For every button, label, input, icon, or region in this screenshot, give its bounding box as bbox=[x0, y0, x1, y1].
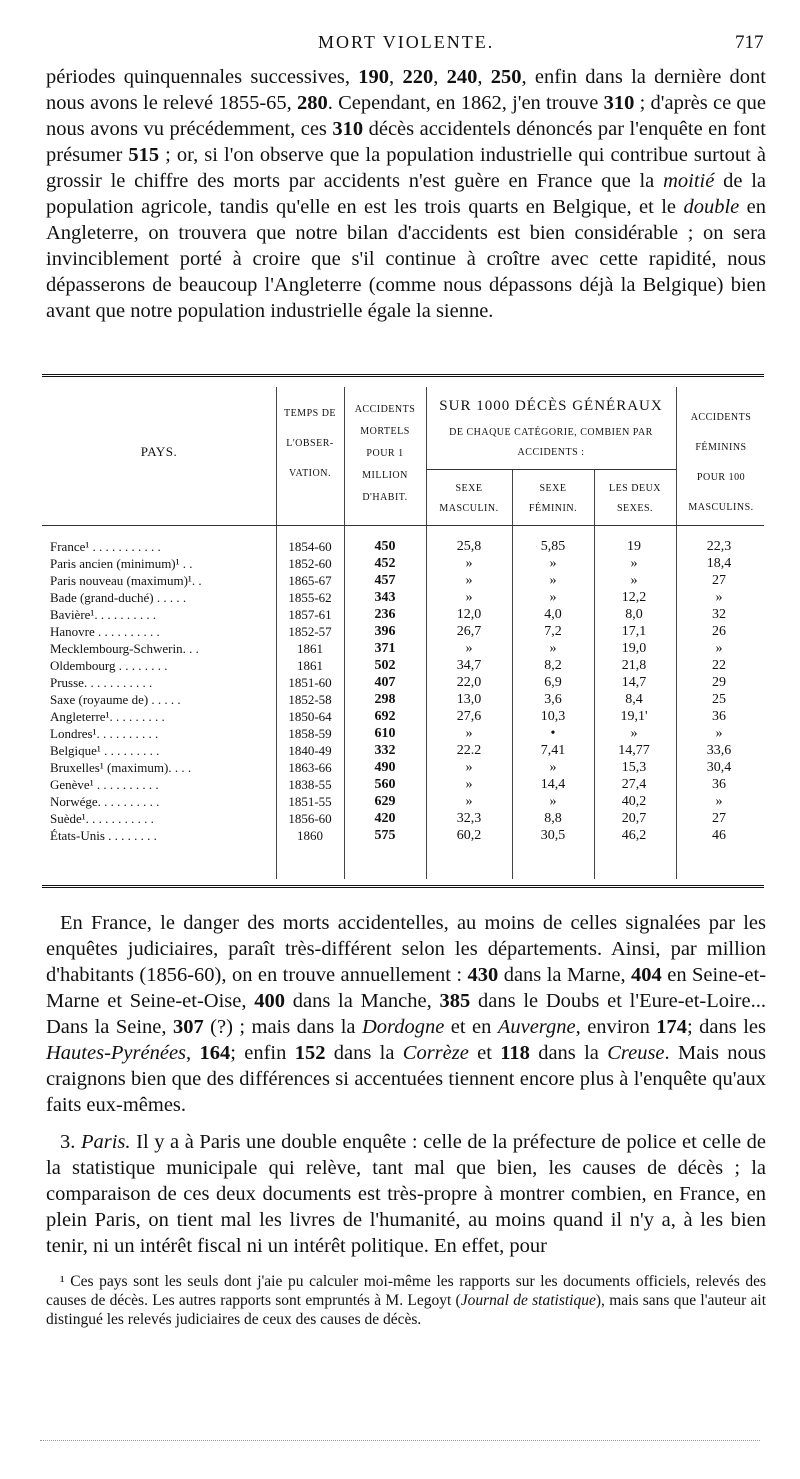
table-row: Saxe (royaume de) . . . . . 1852-58 298 13,0 3,6 8,4 25 bbox=[50, 692, 726, 707]
header-pays: PAYS. bbox=[140, 444, 178, 459]
page-number: 717 bbox=[735, 32, 764, 53]
bottom-rule bbox=[40, 1440, 760, 1441]
table-row: Oldembourg . . . . . . . . 1861 502 34,7 8,2 21,8 22 bbox=[50, 658, 726, 673]
table-row: États-Unis . . . . . . . . 1860 575 60,2 30,5 46,2 46 bbox=[50, 828, 726, 843]
table-row: Paris nouveau (maximum)¹. . 1865-67 457 » » » 27 bbox=[50, 573, 726, 588]
table-row: Paris ancien (minimum)¹ . . 1852-60 452 » » » 18,4 bbox=[50, 556, 732, 571]
paragraph-departments: En France, le danger des morts accidentelles, au moins de celles signalées par les enquêtes judiciaires, paraît très-différent selon les départements. Ainsi, par million d'habitants (1856-60), on en trouve annuellement : 430 dans la Marne, 404 en Seine-et-Marne et Seine-et-Oise, 400 dans la Manche, 385 dans le Doubs et l'Eure-et-Loire... Dans la Seine, 307 (?) ; mais dans la Dordogne et en Auvergne, environ 174; dans les Hautes-Pyrénées, 164; enfin 152 dans la Corrèze et 118 dans la Creuse. Mais nous craignons bien que des différences si accentuées tiennent encore plus à l'enquête qu'aux faits eux-mêmes. bbox=[46, 912, 767, 1116]
header-temps: TEMPS DE L'OBSER- VATION. bbox=[283, 408, 337, 479]
paragraph-intro: périodes quinquennales successives, 190, 220, 240, 250, enfin dans la dernière dont nous avons le relevé 1855-65, 280. Cependant, en 1862, j'en trouve 310 ; d'après ce que nous avons vu précédemment, ces 310 décès accidentels dénoncés par l'enquête en font présumer 515 ; or, si l'on observe que la population industrielle qui contribue surtout à grossir le chiffre des morts par accidents n'est guère en France que la moitié de la population agricole, tandis qu'elle en est les trois quarts en Belgique, et le double en Angleterre, on trouvera que notre bilan d'accidents est bien considérable ; on sera invinciblement porté à croire que s'il continue à croître avec cette rapidité, nous dépasserons de beaucoup l'Angleterre (comme nous dépassons déjà la Belgique) bien avant que notre population industrielle égale la sienne. bbox=[46, 66, 766, 322]
footnote: ¹ Ces pays sont les seuls dont j'aie pu calculer moi-même les rapports sur les documents officiels, relevés des causes de décès. Les autres rapports sont empruntés à M. Legoyt (Journal de statistique), mais sans que l'auteur ait distingué les relevés judiciaires de ceux des causes de décès. bbox=[46, 1273, 767, 1328]
header-group-sub: DE CHAQUE CATÉGORIE, COMBIEN PAR ACCIDENTS : bbox=[449, 427, 653, 458]
accident-statistics-table bbox=[42, 374, 764, 888]
table-row: Londres¹. . . . . . . . . . 1858-59 610 » • » » bbox=[50, 726, 723, 741]
table-row: France¹ . . . . . . . . . . . 1854-60 450 25,8 5,85 19 22,3 bbox=[50, 539, 732, 554]
header-fem: SEXE FÉMININ. bbox=[528, 483, 578, 514]
header-ratio: ACCIDENTS FÉMININS POUR 100 MASCULINS. bbox=[688, 412, 754, 513]
table-row: Genève¹ . . . . . . . . . . 1838-55 560 » 14,4 27,4 36 bbox=[50, 777, 726, 792]
page-header bbox=[0, 28, 800, 58]
table-row: Bruxelles¹ (maximum). . . . 1863-66 490 » » 15,3 30,4 bbox=[50, 760, 732, 775]
table-row: Suède¹. . . . . . . . . . . 1856-60 420 32,3 8,8 20,7 27 bbox=[50, 811, 726, 826]
header-group: SUR 1000 DÉCÈS GÉNÉRAUX bbox=[439, 398, 663, 414]
table-row: Prusse. . . . . . . . . . . 1851-60 407 22,0 6,9 14,7 29 bbox=[50, 675, 726, 690]
header-accidents: ACCIDENTS MORTELS POUR 1 MILLION D'HABIT. bbox=[354, 404, 416, 503]
header-both: LES DEUX SEXES. bbox=[608, 483, 662, 514]
header-masc: SEXE MASCULIN. bbox=[439, 483, 499, 514]
table-row: Hanovre . . . . . . . . . . 1852-57 396 26,7 7,2 17,1 26 bbox=[50, 624, 726, 639]
table-row: Norwége. . . . . . . . . . 1851-55 629 » » 40,2 » bbox=[50, 794, 723, 809]
table-row: Belgique¹ . . . . . . . . . 1840-49 332 22.2 7,41 14,77 33,6 bbox=[50, 743, 732, 758]
running-title: MORT VIOLENTE. bbox=[318, 32, 495, 52]
table-row: Angleterre¹. . . . . . . . . 1850-64 692 27,6 10,3 19,1' 36 bbox=[50, 709, 726, 724]
table-row: Bade (grand-duché) . . . . . 1855-62 343 » » 12,2 » bbox=[50, 590, 723, 605]
paragraph-paris: 3. Paris. Il y a à Paris une double enquête : celle de la préfecture de police et celle de la statistique municipale qui relève, tant mal que bien, les causes de décès ; la comparaison de ces deux documents est très-propre à montrer combien, en France, en plein Paris, on tient mal les livres de l'humanité, au moins quand il n'y a, à les bien tenir, ni un intérêt fiscal ni un intérêt politique. En effet, pour bbox=[46, 1131, 766, 1257]
table-row: Bavière¹. . . . . . . . . . 1857-61 236 12,0 4,0 8,0 32 bbox=[50, 607, 726, 622]
table-row: Mecklembourg-Schwerin. . . 1861 371 » » 19,0 » bbox=[50, 641, 723, 656]
